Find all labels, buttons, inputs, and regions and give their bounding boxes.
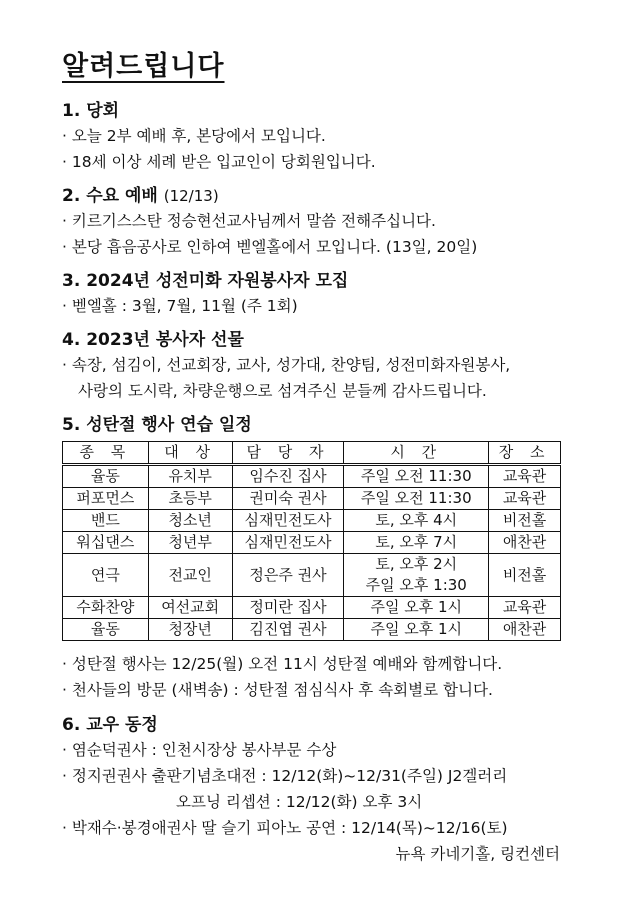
table-cell: 비전홀 [489, 510, 561, 532]
table-row [63, 619, 561, 641]
table-cell: 정미란 집사 [232, 597, 344, 619]
table-cell: 밴드 [63, 510, 149, 532]
table-row [63, 510, 561, 532]
table-cell: 전교인 [148, 554, 232, 597]
table-cell: 수화찬양 [63, 597, 149, 619]
table-cell: 청소년 [148, 510, 232, 532]
table-cell: 심재민전도사 [232, 510, 344, 532]
table-row [63, 597, 561, 619]
time-line-2: 주일 오후 1:30 [365, 576, 467, 594]
column-header-target: 대 상 [148, 442, 232, 465]
column-header-time: 시 간 [344, 442, 489, 465]
section-4-line-1: · 속장, 섬김이, 선교회장, 교사, 성가대, 찬양팀, 성전미화자원봉사, [62, 356, 511, 374]
table-header-row [63, 442, 561, 465]
table-cell: 애찬관 [489, 619, 561, 641]
table-row [63, 488, 561, 510]
table-cell: 교육관 [489, 488, 561, 510]
time-line-1: 토, 오후 2시 [375, 555, 458, 573]
section-3-line-1: · 벧엘홀 : 3월, 7월, 11월 (주 1회) [62, 297, 298, 315]
section-2-heading-date: (12/13) [163, 187, 219, 205]
table-row [63, 465, 561, 488]
table-cell: 율동 [63, 619, 149, 641]
column-header-event: 종 목 [63, 442, 149, 465]
column-header-place: 장 소 [489, 442, 561, 465]
table-cell: 초등부 [148, 488, 232, 510]
section-2-heading [62, 181, 219, 206]
table-cell: 김진엽 권사 [232, 619, 344, 641]
section-2-heading-text: 2. 수요 예배 [62, 186, 158, 206]
table-row [63, 554, 561, 597]
table-cell: 주일 오후 1시 [344, 597, 489, 619]
section-1-line-2: · 18세 이상 세례 받은 입교인이 당회원입니다. [62, 153, 376, 171]
table-cell: 주일 오전 11:30 [344, 488, 489, 510]
table-cell: 임수진 집사 [232, 465, 344, 488]
table-row [63, 532, 561, 554]
table-cell: 토, 오후 4시 [344, 510, 489, 532]
section-5-heading: 5. 성탄절 행사 연습 일정 [62, 415, 252, 435]
table-cell: 여선교회 [148, 597, 232, 619]
section-2-line-2: · 본당 흡음공사로 인하여 벧엘홀에서 모입니다. (13일, 20일) [62, 238, 478, 256]
table-cell: 주일 오후 1시 [344, 619, 489, 641]
table-cell: 애찬관 [489, 532, 561, 554]
page-title: 알려드립니다 [62, 51, 225, 82]
section-2-line-1: · 키르기스스탄 정승현선교사님께서 말씀 전해주십니다. [62, 212, 436, 230]
section-6-line-2: · 정지권권사 출판기념초대전 : 12/12(화)~12/31(주일) J2겔러리 [62, 767, 508, 785]
section-5-line-1: · 성탄절 행사는 12/25(월) 오전 11시 성탄절 예배와 함께합니다. [62, 655, 503, 673]
table-cell: 청장년 [148, 619, 232, 641]
table-cell: 청년부 [148, 532, 232, 554]
table-cell: 유치부 [148, 465, 232, 488]
table-cell: 퍼포먼스 [63, 488, 149, 510]
table-cell: 워십댄스 [63, 532, 149, 554]
table-cell: 권미숙 권사 [232, 488, 344, 510]
table-cell: 주일 오전 11:30 [344, 465, 489, 488]
column-header-manager: 담 당 자 [232, 442, 344, 465]
section-6-line-5: 뉴욕 카네기홀, 링컨센터 [395, 845, 560, 863]
table-cell: 교육관 [489, 597, 561, 619]
section-1-line-1: · 오늘 2부 예배 후, 본당에서 모입니다. [62, 127, 326, 145]
table-cell: 율동 [63, 465, 149, 488]
section-1-heading: 1. 당회 [62, 101, 120, 121]
section-3-heading: 3. 2024년 성전미화 자원봉사자 모집 [62, 271, 349, 291]
practice-schedule-table [62, 441, 561, 641]
section-6-heading: 6. 교우 동정 [62, 715, 158, 735]
table-cell: 심재민전도사 [232, 532, 344, 554]
table-cell: 교육관 [489, 465, 561, 488]
section-4-line-2: 사랑의 도시락, 차량운행으로 섬겨주신 분들께 감사드립니다. [78, 382, 487, 400]
table-cell: 정은주 권사 [232, 554, 344, 597]
section-4-heading: 4. 2023년 봉사자 선물 [62, 330, 244, 350]
table-cell: 비전홀 [489, 554, 561, 597]
section-5-line-2: · 천사들의 방문 (새벽송) : 성탄절 점심식사 후 속회별로 합니다. [62, 681, 493, 699]
section-6-line-1: · 염순덕권사 : 인천시장상 봉사부문 수상 [62, 741, 337, 759]
table-cell-time-two-lines [344, 554, 489, 597]
section-6-line-3: 오프닝 리셉션 : 12/12(화) 오후 3시 [176, 793, 423, 811]
table-cell: 연극 [63, 554, 149, 597]
section-6-line-4: · 박재수·봉경애권사 딸 슬기 피아노 공연 : 12/14(목)~12/16(토) [62, 819, 508, 837]
table-cell: 토, 오후 7시 [344, 532, 489, 554]
